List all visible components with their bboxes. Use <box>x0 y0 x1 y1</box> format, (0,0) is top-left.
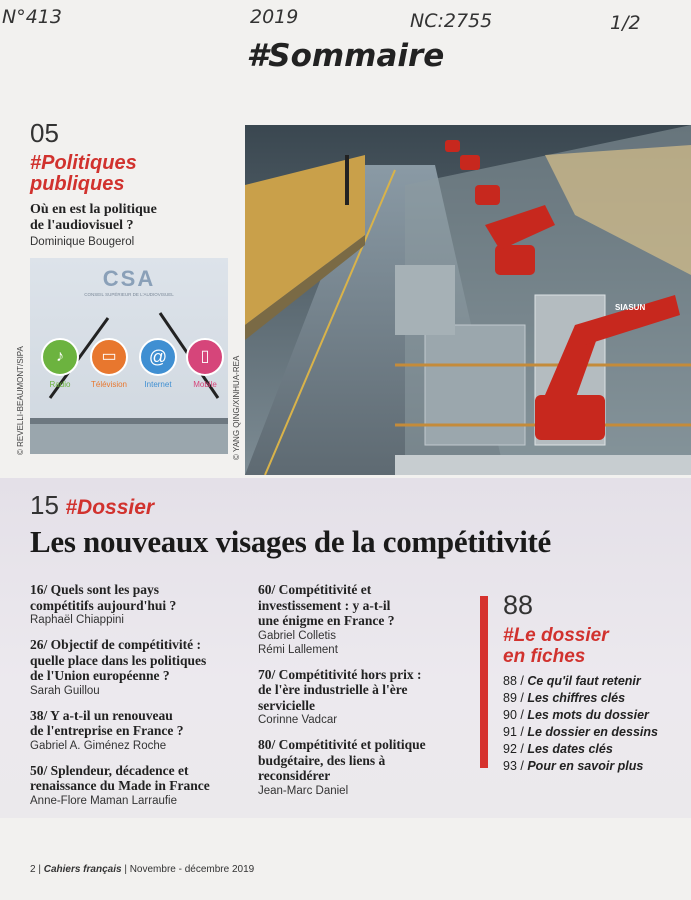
fiche-label: Le dossier en dessins <box>527 725 658 739</box>
fiches-list <box>503 673 683 775</box>
fiche-label: Les dates clés <box>527 742 613 756</box>
article-entry[interactable] <box>30 582 250 627</box>
article-title <box>30 637 250 684</box>
article-title-line: investissement : y a-t-il <box>258 597 391 613</box>
fiche-label: Les chiffres clés <box>527 691 626 705</box>
at-sign-icon: @ <box>139 338 177 376</box>
article-title-line: 60/ Compétitivité et <box>258 582 372 597</box>
fiche-item[interactable] <box>503 690 683 707</box>
csa-icon-internet <box>138 338 178 389</box>
fiche-item[interactable] <box>503 707 683 724</box>
article-title-line: Où en est la politique <box>30 202 157 217</box>
photo-credit: © YANG QING/XINHUA-REA <box>232 355 241 460</box>
factory-photo <box>245 125 691 475</box>
article-title-line: budgétaire, des liens à <box>258 752 386 768</box>
desk <box>30 423 228 454</box>
csa-icon-label: Mobile <box>193 380 217 389</box>
article-author: Dominique Bougerol <box>30 236 135 248</box>
article-title-line: de l'audiovisuel ? <box>30 218 134 233</box>
article-title <box>30 708 250 739</box>
fiches-block <box>503 590 683 775</box>
fiches-heading-line: #Le dossier <box>503 625 609 646</box>
article-title <box>30 582 250 613</box>
section-heading <box>30 153 235 195</box>
article-title-line: de l'entreprise en France ? <box>30 723 184 738</box>
article-author: Jean-Marc Daniel <box>258 784 349 797</box>
article-title-line: servicielle <box>258 697 315 713</box>
handwritten-year: 2019 <box>250 6 299 28</box>
csa-icon-label: Télévision <box>90 380 127 389</box>
article-title-line: 80/ Compétitivité et politique <box>258 737 426 752</box>
dossier-title: Les nouveaux visages de la compétitivité <box>30 524 551 559</box>
fiche-label: Les mots du dossier <box>527 708 649 722</box>
television-icon: ▭ <box>90 338 128 376</box>
robot-arm-illustration <box>245 125 691 475</box>
fiche-page: 89 / <box>503 691 524 705</box>
fiches-heading <box>503 625 683 667</box>
article-title <box>258 737 458 784</box>
dossier-column-1 <box>30 582 250 818</box>
fiches-number: 88 <box>503 590 534 620</box>
csa-icon-label: Internet <box>144 380 172 389</box>
article-title <box>258 667 458 714</box>
fiche-page: 91 / <box>503 725 524 739</box>
section-politiques-publiques <box>30 118 235 248</box>
section-number: 05 <box>30 118 59 148</box>
article-entry[interactable] <box>30 637 250 698</box>
article-title <box>30 763 250 794</box>
fiche-page: 92 / <box>503 742 524 756</box>
fiche-item[interactable] <box>503 724 683 741</box>
article-title-line: de l'ère industrielle à l'ère <box>258 682 408 697</box>
article-title-line: 50/ Splendeur, décadence et <box>30 762 189 778</box>
page-title: #Sommaire <box>246 38 445 74</box>
article-author: Gabriel A. Giménez Roche <box>30 739 167 752</box>
fiche-item[interactable] <box>503 741 683 758</box>
fiche-item[interactable] <box>503 673 683 690</box>
article-title-line: compétitifs aujourd'hui ? <box>30 597 177 613</box>
article-entry[interactable] <box>258 667 458 728</box>
article-title-line: 16/ Quels sont les pays <box>30 582 160 597</box>
robot-brand: SIASUN <box>615 303 646 312</box>
dossier-column-2 <box>258 582 458 808</box>
page-footer: 2 | Cahiers français | Novembre - décembre 2019 <box>30 864 255 875</box>
article-entry[interactable] <box>258 582 458 657</box>
csa-photo <box>30 258 228 454</box>
article-title-line: reconsidérer <box>258 768 331 783</box>
radio-icon: ♪ <box>41 338 79 376</box>
csa-logo: CSA <box>102 266 156 291</box>
article-title <box>258 582 458 629</box>
article-title-line: quelle place dans les politiques <box>30 652 207 668</box>
article-entry[interactable] <box>258 737 458 798</box>
article-author: Corinne Vadcar <box>258 714 338 726</box>
article-title[interactable] <box>30 202 235 234</box>
article-title-line: 70/ Compétitivité hors prix : <box>258 666 422 682</box>
csa-icon-television <box>87 338 131 389</box>
csa-icon-radio <box>40 338 80 389</box>
article-title-line: 26/ Objectif de compétitivité : <box>30 637 201 652</box>
publication-name: Cahiers français <box>43 864 122 875</box>
article-title-line: 38/ Y a-t-il un renouveau <box>30 707 173 723</box>
article-author: Rémi Lallement <box>258 643 338 656</box>
csa-icon-mobile <box>185 338 225 389</box>
handwritten-nc: NC:2755 <box>410 10 493 32</box>
article-author: Sarah Guillou <box>30 684 100 697</box>
dossier-heading: #Dossier <box>65 496 155 519</box>
photo-credit: © REVELLI-BEAUMONT/SIPA <box>16 346 25 455</box>
dossier-number: 15 <box>30 490 59 520</box>
fiche-page: 88 / <box>503 674 524 688</box>
section-heading-line: #Politiques <box>30 152 137 174</box>
fiches-accent-bar <box>480 596 488 768</box>
issue-date: Novembre - décembre 2019 <box>129 864 255 875</box>
csa-icon-label: Radio <box>49 380 71 389</box>
article-entry[interactable] <box>30 708 250 753</box>
article-title-line: renaissance du Made in France <box>30 778 210 793</box>
page-number: 2 <box>30 864 36 875</box>
section-heading-line: publiques <box>30 173 125 195</box>
article-author: Anne-Flore Maman Larraufie <box>30 794 178 807</box>
article-author: Raphaël Chiappini <box>30 614 124 626</box>
mobile-icon: ▯ <box>186 338 224 376</box>
fiches-heading-line: en fiches <box>503 646 586 667</box>
article-author: Gabriel Colletis <box>258 629 336 642</box>
fiche-label: Pour en savoir plus <box>527 759 644 773</box>
handwritten-page: 1/2 <box>610 12 641 34</box>
fiche-page: 90 / <box>503 708 524 722</box>
fiche-item[interactable] <box>503 758 683 775</box>
article-title-line: de l'Union européenne ? <box>30 668 170 683</box>
fiche-label: Ce qu'il faut retenir <box>527 674 641 688</box>
desk-edge <box>30 418 228 424</box>
article-title-line: une énigme en France ? <box>258 613 395 628</box>
fiche-page: 93 / <box>503 759 524 773</box>
article-entry[interactable] <box>30 763 250 808</box>
dossier-header <box>30 490 154 521</box>
csa-subtitle: CONSEIL SUPÉRIEUR DE L'AUDIOVISUEL <box>84 292 174 297</box>
handwritten-number: N°413 <box>2 6 62 28</box>
